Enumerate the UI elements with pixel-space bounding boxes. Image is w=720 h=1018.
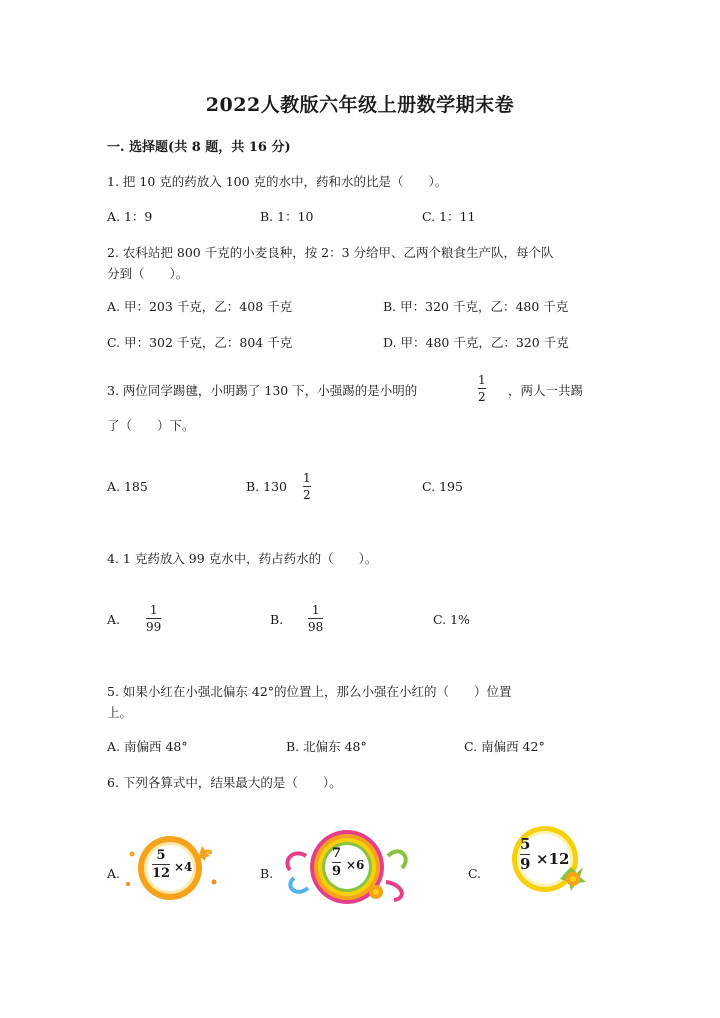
q6-c-operator: ×12 — [536, 850, 570, 868]
q6-option-c-label[interactable]: C. — [468, 866, 482, 881]
fraction-numerator: 1 — [311, 603, 320, 617]
q2-option-a[interactable]: A. 甲：203 千克，乙：408 千克 — [107, 299, 293, 314]
fraction-numerator: 1 — [478, 373, 486, 387]
q5-option-a[interactable]: A. 南偏西 48° — [107, 739, 188, 754]
fraction-numerator: 5 — [520, 835, 531, 853]
question-3-stem-line2: 了（ ）下。 — [107, 418, 195, 433]
page-title: 2022人教版六年级上册数学期末卷 — [205, 94, 515, 116]
q3-option-a[interactable]: A. 185 — [107, 479, 148, 494]
q6-b-operator: ×6 — [346, 858, 365, 872]
q5-option-c[interactable]: C. 南偏西 42° — [464, 739, 545, 754]
question-3-stem-part1: 3. 两位同学踢毽，小明踢了 130 下，小强踢的是小明的 — [107, 383, 418, 398]
fraction-numerator: 5 — [156, 848, 166, 863]
q1-option-b[interactable]: B. 1：10 — [260, 209, 314, 224]
q3-option-b[interactable]: B. 130 — [246, 479, 287, 494]
q4-option-b-label[interactable]: B. — [270, 612, 284, 627]
question-6-stem: 6. 下列各算式中，结果最大的是（ ）。 — [107, 775, 342, 790]
question-4-stem: 4. 1 克药放入 99 克水中，药占药水的（ ）。 — [107, 551, 378, 566]
fraction-denominator: 9 — [520, 855, 531, 873]
q6-option-a-label[interactable]: A. — [107, 866, 121, 881]
q3-option-c[interactable]: C. 195 — [422, 479, 463, 494]
q2-option-d[interactable]: D. 甲：480 千克，乙：320 千克 — [383, 335, 569, 350]
fraction-numerator: 7 — [332, 846, 342, 861]
q4-option-c[interactable]: C. 1% — [433, 612, 470, 627]
fraction-denominator: 9 — [332, 864, 342, 879]
q6-a-operator: ×4 — [174, 860, 193, 874]
fraction-denominator: 2 — [303, 488, 311, 502]
q6-option-b-badge[interactable] — [280, 826, 415, 908]
q6-a-fraction — [152, 849, 170, 880]
q6-b-fraction — [332, 847, 341, 878]
q6-c-fraction — [520, 837, 530, 872]
q6-option-c-badge[interactable] — [505, 825, 593, 895]
question-3-stem-part2: ，两人一共踢 — [508, 383, 584, 398]
question-5-stem-line1: 5. 如果小红在小强北偏东 42°的位置上，那么小强在小红的（ ）位置 — [107, 684, 512, 699]
q3-option-b-fraction — [303, 472, 311, 501]
q4-option-a-label[interactable]: A. — [107, 612, 121, 627]
fraction-denominator: 98 — [308, 620, 324, 634]
fraction-numerator: 1 — [149, 603, 158, 617]
q4-option-b-fraction[interactable] — [308, 604, 323, 633]
q2-option-b[interactable]: B. 甲：320 千克，乙：480 千克 — [383, 299, 569, 314]
fraction-denominator: 99 — [146, 620, 162, 634]
q1-option-a[interactable]: A. 1：9 — [107, 209, 153, 224]
question-2-stem-line1: 2. 农科站把 800 千克的小麦良种，按 2：3 分给甲、乙两个粮食生产队，每个队 — [107, 245, 554, 260]
fraction-numerator: 1 — [303, 471, 311, 485]
question-5-stem-line2: 上。 — [107, 705, 133, 720]
q1-option-c[interactable]: C. 1：11 — [422, 209, 476, 224]
q6-option-a-badge[interactable] — [122, 832, 218, 904]
question-2-stem-line2: 分到（ ）。 — [107, 266, 189, 281]
fraction-denominator: 12 — [152, 866, 171, 881]
q6-option-b-label[interactable]: B. — [260, 866, 274, 881]
section-heading: 一. 选择题(共 8 题，共 16 分) — [107, 140, 291, 155]
question-1-stem: 1. 把 10 克的药放入 100 克的水中，药和水的比是（ ）。 — [107, 174, 448, 189]
q3-stem-fraction — [478, 374, 486, 403]
q4-option-a-fraction[interactable] — [146, 604, 161, 633]
fraction-denominator: 2 — [478, 390, 486, 404]
q5-option-b[interactable]: B. 北偏东 48° — [286, 739, 367, 754]
q2-option-c[interactable]: C. 甲：302 千克，乙：804 千克 — [107, 335, 293, 350]
